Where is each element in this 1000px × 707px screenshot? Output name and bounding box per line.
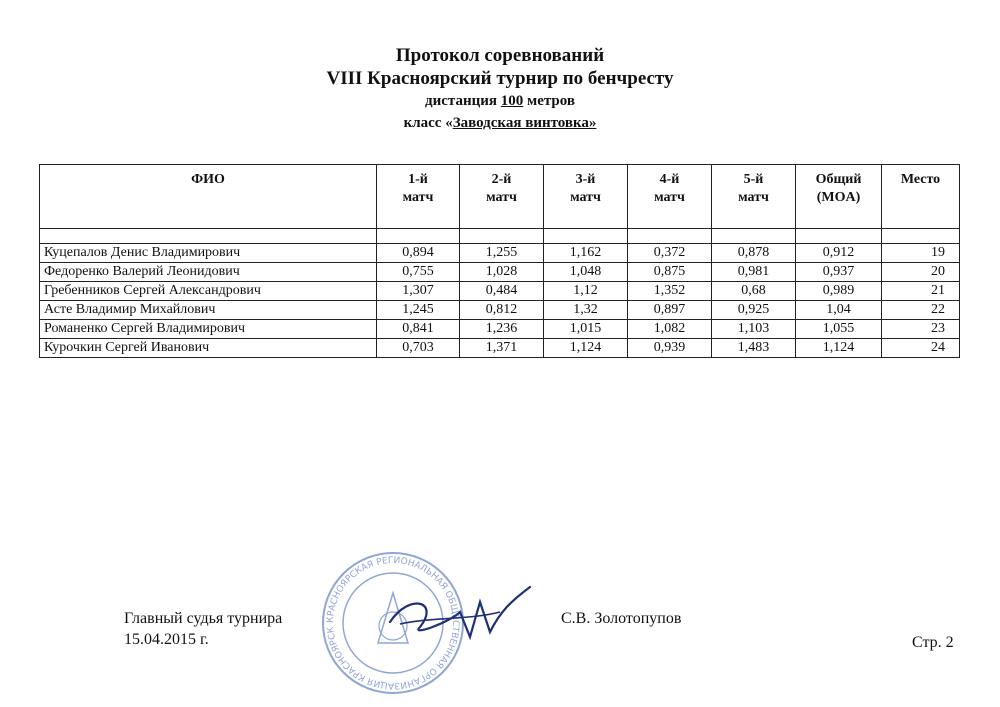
distance-line [0, 90, 1000, 112]
col-total-header: Общий (MOA) [796, 165, 882, 229]
page-number: Стр. 2 [912, 634, 954, 651]
cell-m2: 0,812 [460, 301, 544, 320]
cell-place: 22 [882, 301, 960, 320]
cell-name: Федоренко Валерий Леонидович [40, 263, 377, 282]
col-match4-header: 4-й матч [628, 165, 712, 229]
cell-m5: 0,981 [712, 263, 796, 282]
results-table [39, 164, 960, 358]
table-header-row [40, 165, 960, 229]
cell-name: Куцепалов Денис Владимирович [40, 244, 377, 263]
cell-m2: 1,028 [460, 263, 544, 282]
chief-judge-name: С.В. Золотопупов [561, 610, 682, 627]
cell-m2: 0,484 [460, 282, 544, 301]
cell-m3: 1,015 [544, 320, 628, 339]
cell-m4: 0,875 [628, 263, 712, 282]
cell-name: Асте Владимир Михайлович [40, 301, 377, 320]
class-line [0, 112, 1000, 134]
cell-m3: 1,32 [544, 301, 628, 320]
cell-m4: 0,939 [628, 339, 712, 358]
table-row [40, 339, 960, 358]
cell-total: 1,124 [796, 339, 882, 358]
protocol-date: 15.04.2015 г. [124, 631, 209, 648]
cell-m3: 1,162 [544, 244, 628, 263]
cell-place: 20 [882, 263, 960, 282]
cell-m1: 0,703 [377, 339, 460, 358]
cell-m3: 1,12 [544, 282, 628, 301]
cell-m2: 1,255 [460, 244, 544, 263]
cell-total: 0,937 [796, 263, 882, 282]
distance-value: 100 [500, 93, 524, 109]
cell-place: 19 [882, 244, 960, 263]
table-row [40, 244, 960, 263]
cell-m5: 1,483 [712, 339, 796, 358]
col-place-header: Место [882, 165, 960, 229]
cell-total: 0,989 [796, 282, 882, 301]
cell-m5: 0,68 [712, 282, 796, 301]
stamp-text: КРАСНОЯРСКАЯ РЕГИОНАЛЬНАЯ ОБЩЕСТВЕННАЯ ОРГАНИЗАЦИЯ КРАСНОЯРСК [325, 555, 461, 691]
col-match2-header: 2-й матч [460, 165, 544, 229]
cell-m5: 0,925 [712, 301, 796, 320]
cell-m1: 1,245 [377, 301, 460, 320]
cell-m5: 0,878 [712, 244, 796, 263]
cell-total: 1,04 [796, 301, 882, 320]
cell-m2: 1,371 [460, 339, 544, 358]
cell-m4: 0,372 [628, 244, 712, 263]
table-row [40, 301, 960, 320]
cell-m1: 0,755 [377, 263, 460, 282]
cell-m3: 1,124 [544, 339, 628, 358]
cell-m4: 1,352 [628, 282, 712, 301]
cell-name: Курочкин Сергей Иванович [40, 339, 377, 358]
cell-place: 23 [882, 320, 960, 339]
cell-m4: 1,082 [628, 320, 712, 339]
table-row [40, 263, 960, 282]
class-prefix: класс « [403, 115, 453, 131]
document-header [0, 44, 1000, 134]
cell-m4: 0,897 [628, 301, 712, 320]
cell-place: 24 [882, 339, 960, 358]
table-row [40, 320, 960, 339]
col-match1-header: 1-й матч [377, 165, 460, 229]
spacer-row [40, 229, 960, 244]
cell-m1: 0,841 [377, 320, 460, 339]
cell-m2: 1,236 [460, 320, 544, 339]
cell-m1: 0,894 [377, 244, 460, 263]
cell-m1: 1,307 [377, 282, 460, 301]
cell-total: 1,055 [796, 320, 882, 339]
cell-name: Романенко Сергей Владимирович [40, 320, 377, 339]
cell-name: Гребенников Сергей Александрович [40, 282, 377, 301]
distance-suffix: метров [523, 93, 575, 109]
distance-prefix: дистанция [425, 93, 501, 109]
document-title: Протокол соревнований [395, 45, 605, 66]
tournament-name: VIII Красноярский турнир по бенчресту [326, 68, 674, 89]
table-row [40, 282, 960, 301]
judge-signature [380, 582, 540, 642]
col-match3-header: 3-й матч [544, 165, 628, 229]
col-name-header: ФИО [40, 165, 377, 229]
cell-m3: 1,048 [544, 263, 628, 282]
cell-place: 21 [882, 282, 960, 301]
class-value: Заводская винтовка» [452, 115, 597, 131]
chief-judge-label: Главный судья турнира [124, 610, 283, 627]
cell-total: 0,912 [796, 244, 882, 263]
cell-m5: 1,103 [712, 320, 796, 339]
col-match5-header: 5-й матч [712, 165, 796, 229]
